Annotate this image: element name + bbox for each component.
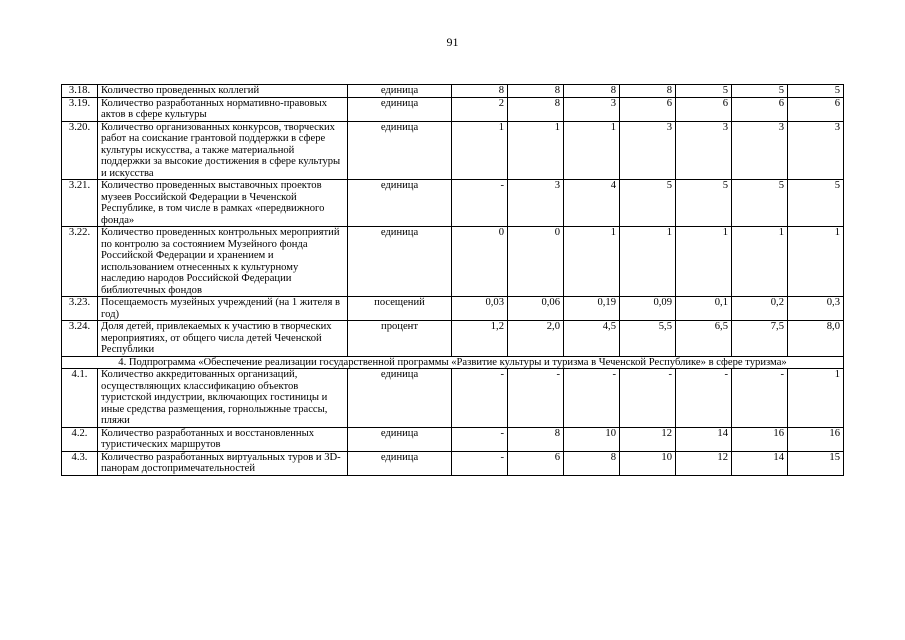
table-row — [62, 321, 844, 357]
unit-of-measure: посещений — [348, 297, 452, 321]
indicator-value: - — [564, 369, 620, 428]
indicator-value: 8 — [564, 85, 620, 98]
indicator-value: 16 — [732, 427, 788, 451]
indicator-name: Количество аккредитованных организаций, осуществляющих классификацию объектов туристской индустрии, включающих гостиницы и иные средства размещения, горнолыжные трассы, пляжи — [98, 369, 348, 428]
unit-of-measure: процент — [348, 321, 452, 357]
indicator-value: 3 — [676, 121, 732, 180]
unit-of-measure: единица — [348, 121, 452, 180]
indicator-value: 0,09 — [620, 297, 676, 321]
indicator-value: - — [452, 451, 508, 475]
unit-of-measure: единица — [348, 227, 452, 297]
indicator-value: - — [676, 369, 732, 428]
indicator-value: 8 — [508, 427, 564, 451]
indicator-value: 3 — [732, 121, 788, 180]
table-row — [62, 227, 844, 297]
indicator-value: 1 — [620, 227, 676, 297]
indicator-value: 14 — [676, 427, 732, 451]
subprogram-heading: 4. Подпрограмма «Обеспечение реализации государственной программы «Развитие культуры и туризма в Чеченской Республике» в сфере туризма» — [62, 356, 844, 369]
indicator-value: 6 — [620, 97, 676, 121]
row-number: 3.24. — [62, 321, 98, 357]
indicator-value: 1 — [732, 227, 788, 297]
row-number: 4.1. — [62, 369, 98, 428]
indicator-name: Количество разработанных и восстановленных туристических маршрутов — [98, 427, 348, 451]
indicator-value: 6 — [788, 97, 844, 121]
unit-of-measure: единица — [348, 369, 452, 428]
indicator-value: 6 — [732, 97, 788, 121]
indicator-value: - — [508, 369, 564, 428]
indicator-name: Количество разработанных нормативно-правовых актов в сфере культуры — [98, 97, 348, 121]
indicator-value: 8 — [508, 85, 564, 98]
indicator-value: 15 — [788, 451, 844, 475]
unit-of-measure: единица — [348, 180, 452, 227]
indicator-value: 0,1 — [676, 297, 732, 321]
indicator-value: 8 — [564, 451, 620, 475]
indicator-value: 6 — [676, 97, 732, 121]
indicator-value: 1 — [452, 121, 508, 180]
indicator-value: 16 — [788, 427, 844, 451]
indicator-value: 5 — [676, 180, 732, 227]
indicator-value: - — [452, 427, 508, 451]
indicator-value: 0 — [508, 227, 564, 297]
indicator-name: Количество организованных конкурсов, творческих работ на соискание грантовой поддержки в сфере культуры искусства, а также материальной поддержки за высокие достижения в сфере культуры и искусства — [98, 121, 348, 180]
indicator-value: - — [452, 180, 508, 227]
indicator-value: 5 — [732, 180, 788, 227]
indicator-value: 14 — [732, 451, 788, 475]
indicator-name: Посещаемость музейных учреждений (на 1 жителя в год) — [98, 297, 348, 321]
indicator-value: 5 — [788, 85, 844, 98]
indicator-value: 2,0 — [508, 321, 564, 357]
table-row — [62, 121, 844, 180]
indicator-value: 0,06 — [508, 297, 564, 321]
indicator-value: 3 — [564, 97, 620, 121]
indicator-value: 7,5 — [732, 321, 788, 357]
indicator-value: 12 — [620, 427, 676, 451]
unit-of-measure: единица — [348, 427, 452, 451]
indicator-value: 0,2 — [732, 297, 788, 321]
subprogram-row — [62, 356, 844, 369]
table-row — [62, 85, 844, 98]
table-row — [62, 427, 844, 451]
indicator-name: Количество разработанных виртуальных туров и 3D-панорам достопримечательностей — [98, 451, 348, 475]
indicator-value: 0 — [452, 227, 508, 297]
indicator-value: 12 — [676, 451, 732, 475]
indicator-value: 8 — [508, 97, 564, 121]
indicator-value: - — [732, 369, 788, 428]
table-subprogram-section — [62, 356, 844, 369]
table-row — [62, 369, 844, 428]
indicator-name: Количество проведенных контрольных мероприятий по контролю за состоянием Музейного фонда Российской Федерации и хранением и использованием отнесенных к культурному наследию народов Российской Федерации библиотечных фондов — [98, 227, 348, 297]
row-number: 3.20. — [62, 121, 98, 180]
indicator-value: 5 — [788, 180, 844, 227]
indicator-name: Количество проведенных выставочных проектов музеев Российской Федерации в Чеченской Республике, в том числе в рамках «передвижного фонда» — [98, 180, 348, 227]
indicator-value: 5,5 — [620, 321, 676, 357]
indicator-value: 4 — [564, 180, 620, 227]
indicator-value: 0,19 — [564, 297, 620, 321]
row-number: 3.18. — [62, 85, 98, 98]
unit-of-measure: единица — [348, 85, 452, 98]
row-number: 4.3. — [62, 451, 98, 475]
indicator-value: 1,2 — [452, 321, 508, 357]
indicator-name: Доля детей, привлекаемых к участию в творческих мероприятиях, от общего числа детей Чеченской Республики — [98, 321, 348, 357]
indicator-value: 1 — [676, 227, 732, 297]
indicator-value: 1 — [788, 227, 844, 297]
indicator-value: 10 — [620, 451, 676, 475]
indicator-value: 0,3 — [788, 297, 844, 321]
page-number: 91 — [446, 35, 459, 49]
indicator-value: 3 — [788, 121, 844, 180]
indicator-value: - — [620, 369, 676, 428]
table-row — [62, 451, 844, 475]
row-number: 4.2. — [62, 427, 98, 451]
indicator-value: 3 — [620, 121, 676, 180]
indicator-value: 1 — [564, 227, 620, 297]
indicator-value: - — [452, 369, 508, 428]
indicator-value: 8 — [452, 85, 508, 98]
row-number: 3.21. — [62, 180, 98, 227]
table-row — [62, 180, 844, 227]
table-row — [62, 297, 844, 321]
indicator-value: 1 — [508, 121, 564, 180]
row-number: 3.19. — [62, 97, 98, 121]
indicator-value: 0,03 — [452, 297, 508, 321]
indicator-value: 10 — [564, 427, 620, 451]
indicator-value: 3 — [508, 180, 564, 227]
table-body-section-4 — [62, 369, 844, 476]
indicator-value: 4,5 — [564, 321, 620, 357]
unit-of-measure: единица — [348, 97, 452, 121]
row-number: 3.23. — [62, 297, 98, 321]
row-number: 3.22. — [62, 227, 98, 297]
unit-of-measure: единица — [348, 451, 452, 475]
indicator-value: 6,5 — [676, 321, 732, 357]
indicator-value: 6 — [508, 451, 564, 475]
indicator-name: Количество проведенных коллегий — [98, 85, 348, 98]
indicator-value: 5 — [620, 180, 676, 227]
indicator-value: 8,0 — [788, 321, 844, 357]
indicator-value: 1 — [788, 369, 844, 428]
indicator-value: 1 — [564, 121, 620, 180]
table-body-section-3 — [62, 85, 844, 357]
indicator-value: 5 — [732, 85, 788, 98]
indicator-value: 2 — [452, 97, 508, 121]
indicators-table — [61, 84, 844, 476]
indicator-value: 8 — [620, 85, 676, 98]
indicator-value: 5 — [676, 85, 732, 98]
table-row — [62, 97, 844, 121]
